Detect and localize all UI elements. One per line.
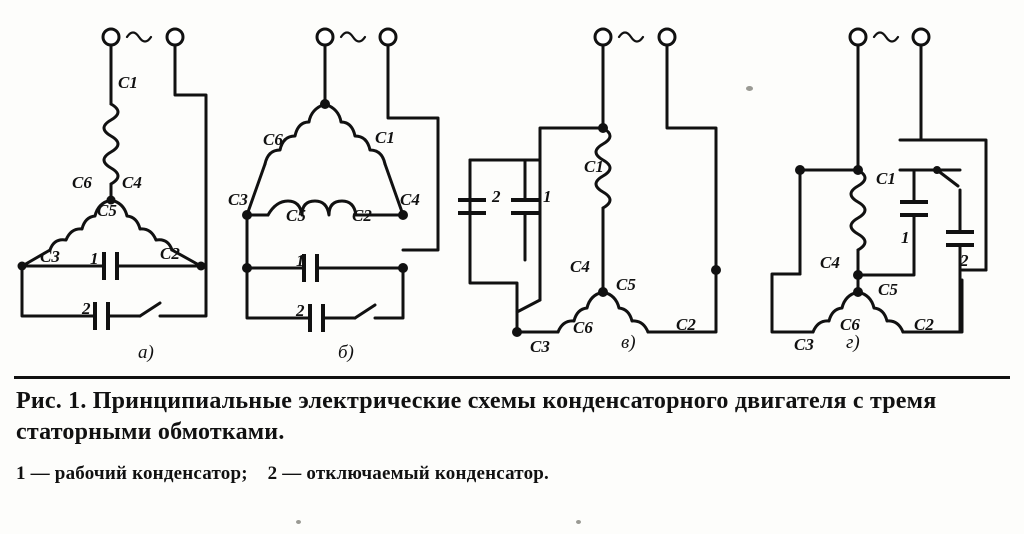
switch-b-lever[interactable] — [355, 305, 375, 318]
panel-b-caption: б) — [338, 342, 354, 363]
node-g-topleft — [795, 165, 805, 175]
label-v-c1: С1 — [584, 157, 604, 176]
wire-b-11 — [388, 45, 438, 250]
terminal-a-left[interactable] — [103, 29, 119, 45]
coil-v-c2 — [603, 292, 648, 332]
label-a-c6: С6 — [72, 173, 92, 192]
panel-a-circuit — [18, 29, 207, 363]
panel-a-caption: а) — [138, 342, 154, 363]
label-a-cap2: 2 — [82, 299, 91, 318]
label-g-c5: С5 — [878, 280, 898, 299]
label-b-c2: С2 — [352, 206, 372, 225]
label-b-c3: С3 — [228, 190, 248, 209]
label-v-c3: С3 — [530, 337, 550, 356]
label-b-c1: С1 — [375, 128, 395, 147]
wire-v-9 — [470, 213, 517, 332]
terminal-g-left[interactable] — [850, 29, 866, 45]
coil-g-c1 — [851, 170, 865, 250]
ac-symbol-g — [874, 33, 898, 42]
label-g-c6: С6 — [840, 315, 860, 334]
label-g-cap2: 2 — [960, 251, 969, 270]
label-a-c1: С1 — [118, 73, 138, 92]
label-v-c2: С2 — [676, 315, 696, 334]
label-g-c4: С4 — [820, 253, 840, 272]
label-b-cap2: 2 — [296, 301, 305, 320]
wire-b-2 — [248, 164, 265, 212]
panel-g-caption: г) — [846, 332, 860, 353]
figure-number: Рис. 1. — [16, 388, 87, 414]
wire-g-4 — [772, 274, 813, 332]
label-v-cap2: 2 — [492, 187, 501, 206]
wire-b-10 — [375, 268, 403, 318]
panel-g-circuit — [772, 29, 986, 354]
figure-title: Принципиальные электрические схемы конденсаторного двигателя с тремя статорными обмотками. — [16, 388, 937, 445]
label-g-c1: С1 — [876, 169, 896, 188]
terminal-b-left[interactable] — [317, 29, 333, 45]
terminal-a-right[interactable] — [167, 29, 183, 45]
node-g-switch — [933, 166, 941, 174]
terminal-g-right[interactable] — [913, 29, 929, 45]
wire-v-6 — [667, 45, 716, 270]
caption-block — [0, 378, 1024, 504]
wire-g-6 — [921, 45, 986, 270]
coil-b-bottom — [268, 201, 356, 215]
terminal-v-left[interactable] — [595, 29, 611, 45]
label-b-cap1: 1 — [296, 251, 305, 270]
coil-a-c1 — [104, 104, 118, 184]
legend-item-2: 2 — отключаемый конденсатор. — [267, 463, 550, 485]
label-v-c6: С6 — [573, 318, 593, 337]
coil-a-c2 — [111, 200, 172, 250]
panel-v-caption: в) — [621, 332, 636, 353]
figure-legend — [16, 463, 1008, 485]
label-v-cap1: 1 — [543, 187, 552, 206]
paper-speck-2 — [296, 520, 301, 524]
ac-symbol-a — [127, 33, 151, 42]
switch-v-lever[interactable] — [517, 300, 540, 312]
paper-speck-1 — [746, 86, 753, 91]
label-v-c4: С4 — [570, 257, 590, 276]
label-g-cap1: 1 — [901, 228, 910, 247]
label-a-c3: С3 — [40, 247, 60, 266]
paper-speck-3 — [576, 520, 581, 524]
figure-caption — [16, 386, 1008, 447]
panel-b-circuit — [228, 29, 438, 363]
label-a-c4: С4 — [122, 173, 142, 192]
label-a-cap1: 1 — [90, 249, 99, 268]
terminal-b-right[interactable] — [380, 29, 396, 45]
ac-symbol-b — [341, 33, 365, 42]
wire-v-4 — [517, 312, 558, 332]
wire-a-5 — [175, 45, 206, 266]
wire-a-10 — [160, 266, 206, 316]
label-g-c3: С3 — [794, 335, 814, 354]
label-g-c2: С2 — [914, 315, 934, 334]
switch-a-lever[interactable] — [140, 303, 160, 316]
terminal-v-right[interactable] — [659, 29, 675, 45]
ac-symbol-v — [619, 33, 643, 42]
label-v-c5: С5 — [616, 275, 636, 294]
panel-v-circuit — [458, 29, 721, 356]
legend-item-1: 1 — рабочий конденсатор; — [16, 463, 248, 485]
label-b-c5: С5 — [286, 206, 306, 225]
label-a-c2: С2 — [160, 244, 180, 263]
label-b-c4: С4 — [400, 190, 420, 209]
label-a-c5: С5 — [97, 201, 117, 220]
label-b-c6: С6 — [263, 130, 283, 149]
